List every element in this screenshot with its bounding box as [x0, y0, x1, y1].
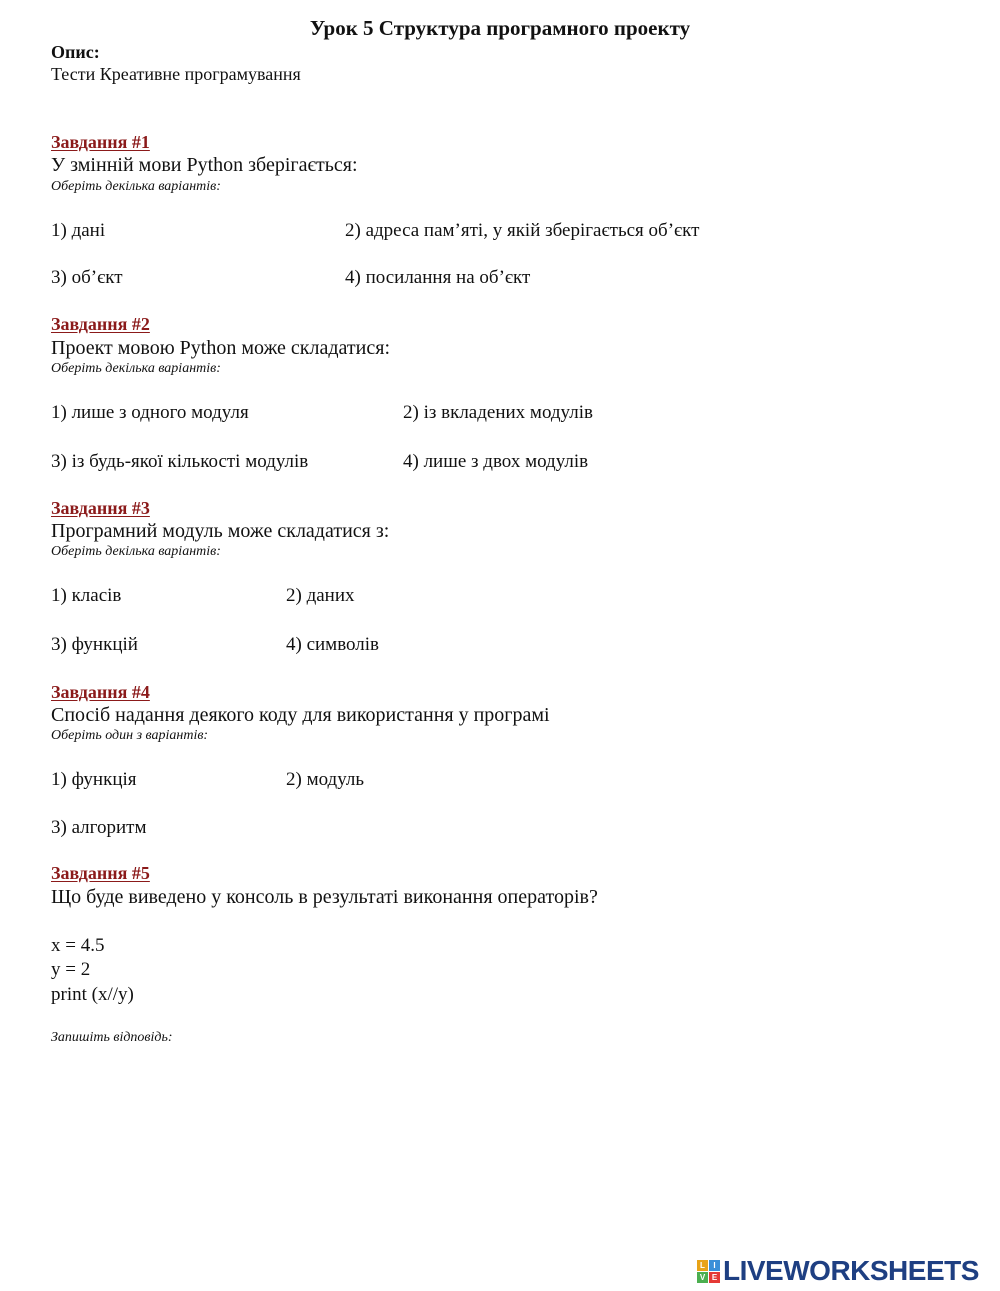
task-3-option-3[interactable]: 3) функцій: [51, 634, 138, 655]
task-2-question: Проект мовою Python може складатися:: [51, 337, 390, 359]
task-1-instruction: Оберіть декілька варіантів:: [51, 179, 221, 194]
task-2-option-1[interactable]: 1) лише з одного модуля: [51, 402, 249, 423]
description-text: Тести Креативне програмування: [51, 64, 301, 84]
task-3-question: Програмний модуль може складатися з:: [51, 520, 390, 542]
liveworksheets-logo: [697, 1255, 979, 1287]
task-3-option-2[interactable]: 2) даних: [286, 585, 355, 606]
task-1-option-4[interactable]: 4) посилання на об’єкт: [345, 267, 531, 288]
task-4-heading: Завдання #4: [51, 682, 150, 702]
task-3-heading: Завдання #3: [51, 498, 150, 518]
code-line-2: y = 2: [51, 959, 91, 980]
task-3-option-1[interactable]: 1) класів: [51, 585, 122, 606]
code-line-1: x = 4.5: [51, 935, 105, 956]
task-3-option-4[interactable]: 4) символів: [286, 634, 380, 655]
task-1-option-1[interactable]: 1) дані: [51, 220, 106, 241]
task-5-instruction: Запишіть відповідь:: [51, 1030, 173, 1045]
task-1-question: У змінній мови Python зберігається:: [51, 154, 358, 176]
task-2-heading: Завдання #2: [51, 314, 150, 334]
logo-letter-v: V: [697, 1272, 708, 1283]
task-5-heading: Завдання #5: [51, 863, 150, 883]
logo-letter-i: I: [709, 1260, 720, 1271]
task-4-question: Спосіб надання деякого коду для використання у програмі: [51, 704, 550, 726]
page-title: Урок 5 Структура програмного проекту: [309, 16, 691, 40]
task-4-option-3[interactable]: 3) алгоритм: [51, 817, 147, 838]
task-4-instruction: Оберіть один з варіантів:: [51, 728, 209, 743]
task-3-instruction: Оберіть декілька варіантів:: [51, 544, 221, 559]
task-1-heading: Завдання #1: [51, 132, 150, 152]
logo-letter-e: E: [709, 1272, 720, 1283]
logo-text: LIVEWORKSHEETS: [723, 1255, 979, 1286]
task-2-instruction: Оберіть декілька варіантів:: [51, 361, 221, 376]
task-4-option-2[interactable]: 2) модуль: [286, 769, 365, 790]
task-1-option-2[interactable]: 2) адреса пам’яті, у якій зберігається об’єкт: [345, 220, 700, 241]
description-label: Опис:: [51, 42, 100, 62]
task-1-option-3[interactable]: 3) об’єкт: [51, 267, 123, 288]
task-2-option-2[interactable]: 2) із вкладених модулів: [403, 402, 593, 423]
code-line-3: print (x//y): [51, 984, 134, 1005]
logo-mark-icon: [697, 1260, 720, 1283]
task-4-option-1[interactable]: 1) функція: [51, 769, 137, 790]
logo-letter-l: L: [697, 1260, 708, 1271]
task-2-option-4[interactable]: 4) лише з двох модулів: [403, 451, 589, 472]
task-5-question: Що буде виведено у консоль в результаті виконання операторів?: [51, 886, 598, 908]
task-2-option-3[interactable]: 3) із будь-якої кількості модулів: [51, 451, 309, 472]
